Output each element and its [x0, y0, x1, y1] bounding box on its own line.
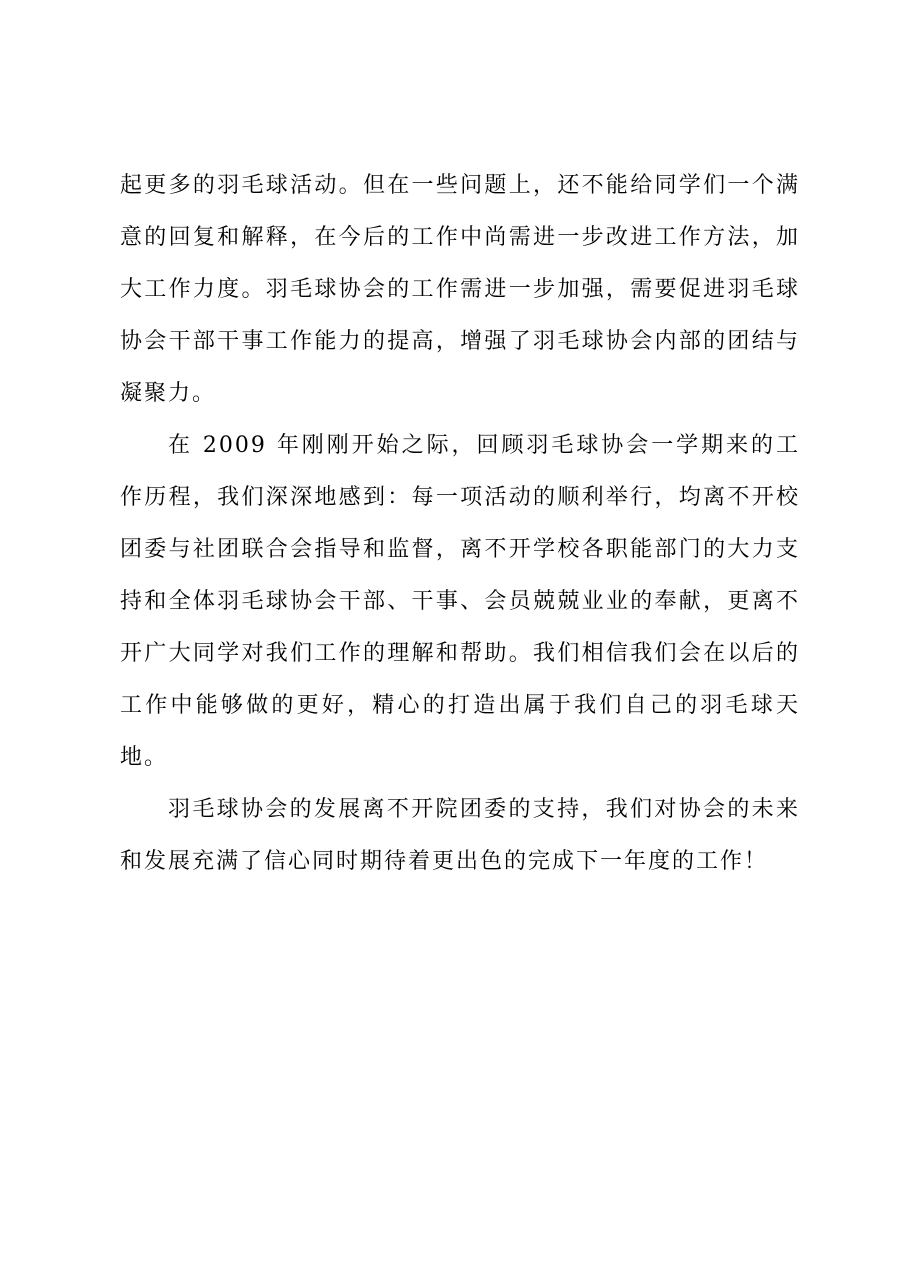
paragraph: 羽毛球协会的发展离不开院团委的支持，我们对协会的未来和发展充满了信心同时期待着更出色的完成下一年度的工作！	[120, 797, 800, 874]
paragraph: 在 2009 年刚刚开始之际，回顾羽毛球协会一学期来的工作历程，我们深深地感到：每一项活动的顺利举行，均离不开校团委与社团联合会指导和监督，离不开学校各职能部门的大力支持和全体羽毛球协会干部、干事、会员兢兢业业的奉献，更离不开广大同学对我们工作的理解和帮助。我们相信我们会在以后的工作中能够做的更好，精心的打造出属于我们自己的羽毛球天地。	[120, 433, 800, 770]
document-body	[120, 160, 800, 888]
paragraph-continuation: 起更多的羽毛球活动。但在一些问题上，还不能给同学们一个满意的回复和解释，在今后的工作中尚需进一步改进工作方法，加大工作力度。羽毛球协会的工作需进一步加强，需要促进羽毛球协会干部干事工作能力的提高，增强了羽毛球协会内部的团结与凝聚力。	[120, 173, 800, 406]
